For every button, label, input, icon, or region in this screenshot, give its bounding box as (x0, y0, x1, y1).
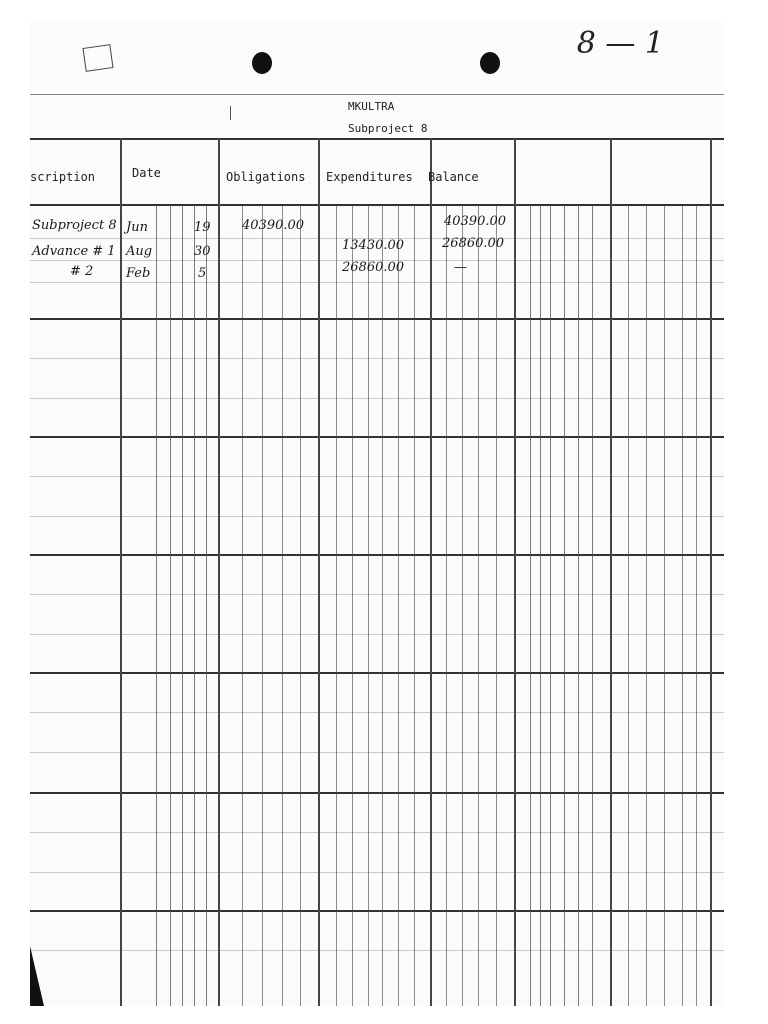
row-line (30, 358, 724, 359)
grid-line (446, 206, 447, 1006)
row-2-month: Aug (126, 244, 153, 259)
grid-line (564, 206, 565, 1006)
row-3-description: # 2 (70, 264, 94, 279)
column-header-balance: Balance (428, 170, 479, 184)
column-divider (218, 138, 220, 1006)
row-line (30, 950, 724, 951)
row-2-day: 30 (194, 244, 211, 259)
grid-line (592, 206, 593, 1006)
grid-line (496, 206, 497, 1006)
grid-line (352, 206, 353, 1006)
punch-hole-right (480, 52, 500, 74)
row-1-description: Subproject 8 (32, 218, 117, 233)
header-top-rule (30, 138, 724, 140)
row-3-balance: — (454, 260, 467, 275)
column-header-expenditures: Expenditures (326, 170, 413, 184)
row-line (30, 282, 724, 283)
grid-line (398, 206, 399, 1006)
grid-line (646, 206, 647, 1006)
row-line (30, 476, 724, 477)
column-divider (710, 138, 712, 1006)
row-1-balance: 40390.00 (444, 214, 507, 229)
column-divider (430, 138, 432, 1006)
grid-line (550, 206, 551, 1006)
row-line (30, 872, 724, 873)
column-divider (514, 138, 516, 1006)
row-1-month: Jun (126, 220, 148, 235)
row-line (30, 594, 724, 595)
row-line (30, 752, 724, 753)
grid-line (478, 206, 479, 1006)
section-rule-2 (30, 436, 724, 438)
section-rule-3 (30, 554, 724, 556)
section-rule-4 (30, 672, 724, 674)
ledger-title: MKULTRA (348, 100, 395, 113)
grid-line (206, 206, 207, 1006)
grid-line (368, 206, 369, 1006)
grid-line (242, 206, 243, 1006)
row-line (30, 832, 724, 833)
column-divider (120, 138, 122, 1006)
row-line (30, 712, 724, 713)
grid-line (300, 206, 301, 1006)
row-1-day: 19 (194, 220, 211, 235)
grid-line (282, 206, 283, 1006)
column-divider (610, 138, 612, 1006)
grid-line (664, 206, 665, 1006)
row-line (30, 634, 724, 635)
row-2-expenditures: 13430.00 (342, 238, 405, 253)
corner-shadow (30, 946, 44, 1006)
column-header-date: Date (132, 166, 161, 180)
row-2-balance: 26860.00 (442, 236, 505, 251)
grid-line (578, 206, 579, 1006)
top-rule (30, 94, 724, 95)
grid-line (194, 206, 195, 1006)
header-bottom-rule (30, 204, 724, 206)
column-header-description: scription (30, 170, 96, 184)
row-3-day: 5 (198, 266, 207, 281)
grid-line (336, 206, 337, 1006)
section-rule-6 (30, 910, 724, 912)
tick-mark (230, 106, 231, 120)
section-rule-1 (30, 318, 724, 320)
grid-line (156, 206, 157, 1006)
grid-line (540, 206, 541, 1006)
grid-line (628, 206, 629, 1006)
grid-line (262, 206, 263, 1006)
grid-line (170, 206, 171, 1006)
grid-line (462, 206, 463, 1006)
page-number-mark: 8 — 1 (576, 26, 664, 61)
punch-hole-left (252, 52, 272, 74)
ink-smudge (82, 44, 113, 72)
row-3-month: Feb (126, 266, 151, 281)
column-header-obligations: Obligations (226, 170, 306, 184)
ledger-sheet (30, 22, 724, 1006)
row-1-obligations: 40390.00 (242, 218, 305, 233)
grid-line (682, 206, 683, 1006)
section-rule-5 (30, 792, 724, 794)
column-divider (318, 138, 320, 1006)
grid-line (414, 206, 415, 1006)
row-line (30, 516, 724, 517)
grid-line (530, 206, 531, 1006)
row-line (30, 398, 724, 399)
grid-line (382, 206, 383, 1006)
ledger-subtitle: Subproject 8 (348, 122, 428, 135)
grid-line (696, 206, 697, 1006)
grid-line (182, 206, 183, 1006)
row-3-expenditures: 26860.00 (342, 260, 405, 275)
row-2-description: Advance # 1 (32, 244, 116, 259)
